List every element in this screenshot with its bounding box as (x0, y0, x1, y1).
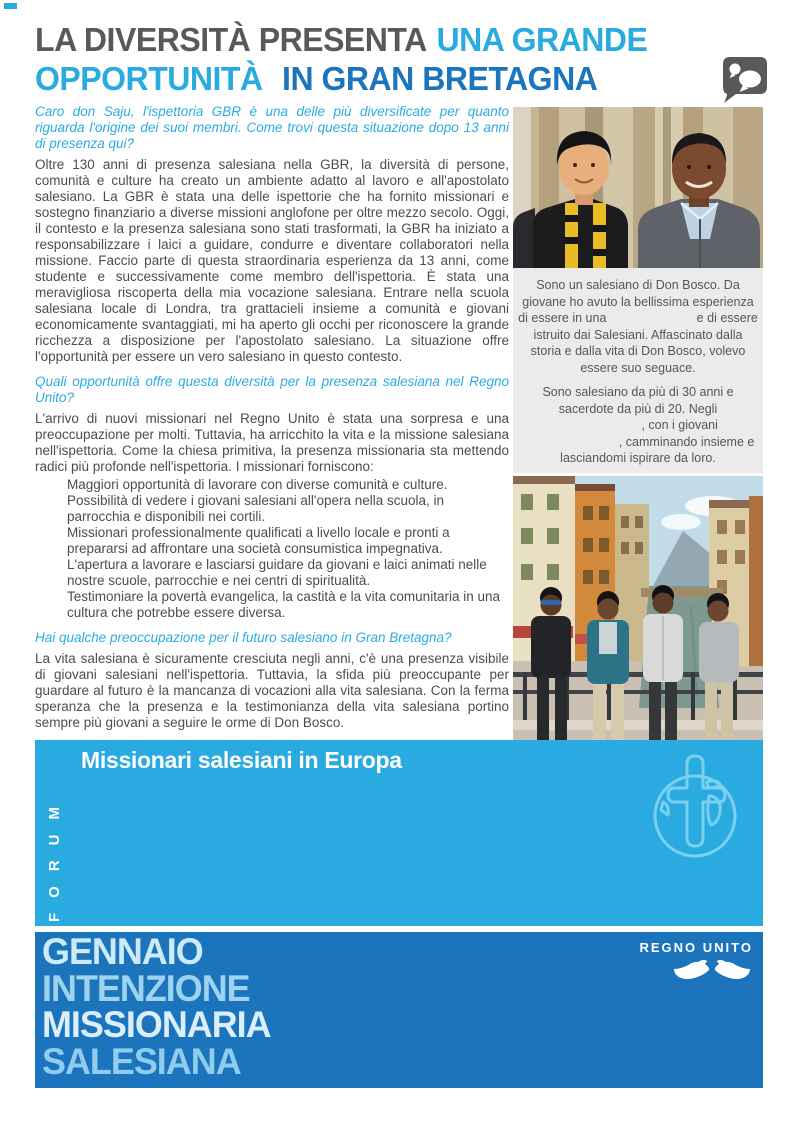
footer-line-salesian: SALESIANA (42, 1040, 241, 1082)
list-item: Possibilità di vedere i giovani salesiani all'opera nella scuola, in parrocchia e disponibili nei cortili. (67, 493, 445, 524)
list-item: Missionari professionalmente qualificati a livello locale e pronti a prepararsi ad affrontare una società consumistica impegnativa. (67, 525, 450, 556)
caption-paragraph-1: Sono un salesiano di Don Bosco. Da giovane ho avuto la bellissima esperienza di essere in una e di essere istruito dai Salesiani. Affascinato dalla storia e dalla vita di Don Bosco, volevo essere suo seguace. (518, 278, 758, 375)
forum-vertical-label: FORUM (46, 792, 63, 922)
question-3: Hai qualche preoccupazione per il futuro salesiano in Gran Bretagna? (35, 630, 452, 645)
photo-column (513, 107, 763, 791)
corner-mark (4, 3, 17, 9)
article-column (35, 104, 509, 740)
answer-2: L'arrivo di nuovi missionari nel Regno Unito è stata una sorpresa e una preoccupazione per molti. Tuttavia, ha arricchito la vita e la missione salesiana nell'ispettoria. Come la chiesa primitiva, la presenza missionaria sta mettendo radici più profonde nell'ispettoria. I missionari forniscono: (35, 411, 509, 474)
forum-banner (35, 740, 763, 926)
benefits-list (35, 477, 509, 621)
footer-line-intention: INTENZIONE (42, 967, 250, 1009)
footer-line-month: GENNAIO (42, 931, 203, 972)
offering-hands-icon (673, 958, 751, 995)
list-item: L'apertura a lavorare e lasciarsi guidare da giovani e laici animati nelle nostre scuole, parrocchie e nei centri di spiritualità. (67, 557, 487, 588)
footer-panel (35, 932, 763, 1088)
list-item: Maggiori opportunità di lavorare con diverse comunità e culture. (67, 477, 448, 492)
banner-title: Missionari salesiani in Europa (81, 747, 402, 773)
page-title (35, 20, 714, 98)
speech-bubbles-icon (722, 56, 768, 109)
photo-caption (513, 268, 763, 473)
title-segment-blue: IN GRAN BRETAGNA (282, 60, 598, 97)
footer-line-missionary: MISSIONARIA (42, 1004, 271, 1045)
title-segment-cyan-2: OPPORTUNITÀ (35, 60, 263, 97)
globe-cross-icon (643, 750, 747, 867)
answer-1: Oltre 130 anni di presenza salesiana nella GBR, la diversità di persone, comunità e culture ha creato un ambiente adatto al lavoro e all'apostolato salesiano. La GBR è stata una delle ispettorie che ha fornito missionari e sostegno finanziario a diverse missioni anglofone per oltre mezzo secolo. Oggi, il contesto e la presenza salesiana sono stati trasformati, la GBR ha iniziato a responsabilizzare i laici a guidare, condurre e diventare collaboratori nella missione. Faccio parte di questa straordinaria esperienza da 13 anni, come studente e successivamente come membro dell'ispettoria. È stata una meravigliosa riscoperta della mia vocazione salesiana. Entrare nella scuola salesiana locale di Londra, tra grattacieli insieme a comunità e giovani economicamente svantaggiati, mi ha aperto gli occhi per riconoscere la grande ricchezza a disposizione per l'apostolato salesiano. La situazione offre l'opportunità per essere un vero salesiano in questo contesto. (35, 157, 509, 364)
photo-two-salesians (513, 107, 763, 268)
region-label: REGNO UNITO (639, 940, 753, 955)
caption-paragraph-2: Sono salesiano da più di 30 anni e sacerdote da più di 20. Negli , con i giovani , camminando insieme e lasciandomi ispirare da loro. (521, 385, 755, 465)
question-2: Quali opportunità offre questa diversità per la presenza salesiana nel Regno Unito? (35, 374, 509, 405)
answer-3: La vita salesiana è sicuramente cresciuta negli anni, c'è una presenza visibile di giovani salesiani nell'ispettoria. Tuttavia, la sfida più preoccupante per guardare al futuro è la mancanza di vocazioni alla vita salesiana. Con la ferma speranza che la presenza e la testimonianza della vita salesiana portino sempre più giovani a seguire le orme di Don Bosco. (35, 651, 509, 730)
footer-headline (42, 931, 271, 1082)
question-1: Caro don Saju, l'ispettoria GBR è una delle più diversificate per quanto riguarda l'origine dei suoi membri. Come trovi questa situazione dopo 13 anni di presenza qui? (35, 104, 509, 151)
title-segment-gray: LA DIVERSITÀ PRESENTA (35, 21, 427, 58)
title-segment-cyan-1: UNA GRANDE (436, 21, 648, 58)
list-item: Testimoniare la povertà evangelica, la castità e la vita comunitaria in una cultura che potrebbe essere diversa. (67, 589, 500, 620)
